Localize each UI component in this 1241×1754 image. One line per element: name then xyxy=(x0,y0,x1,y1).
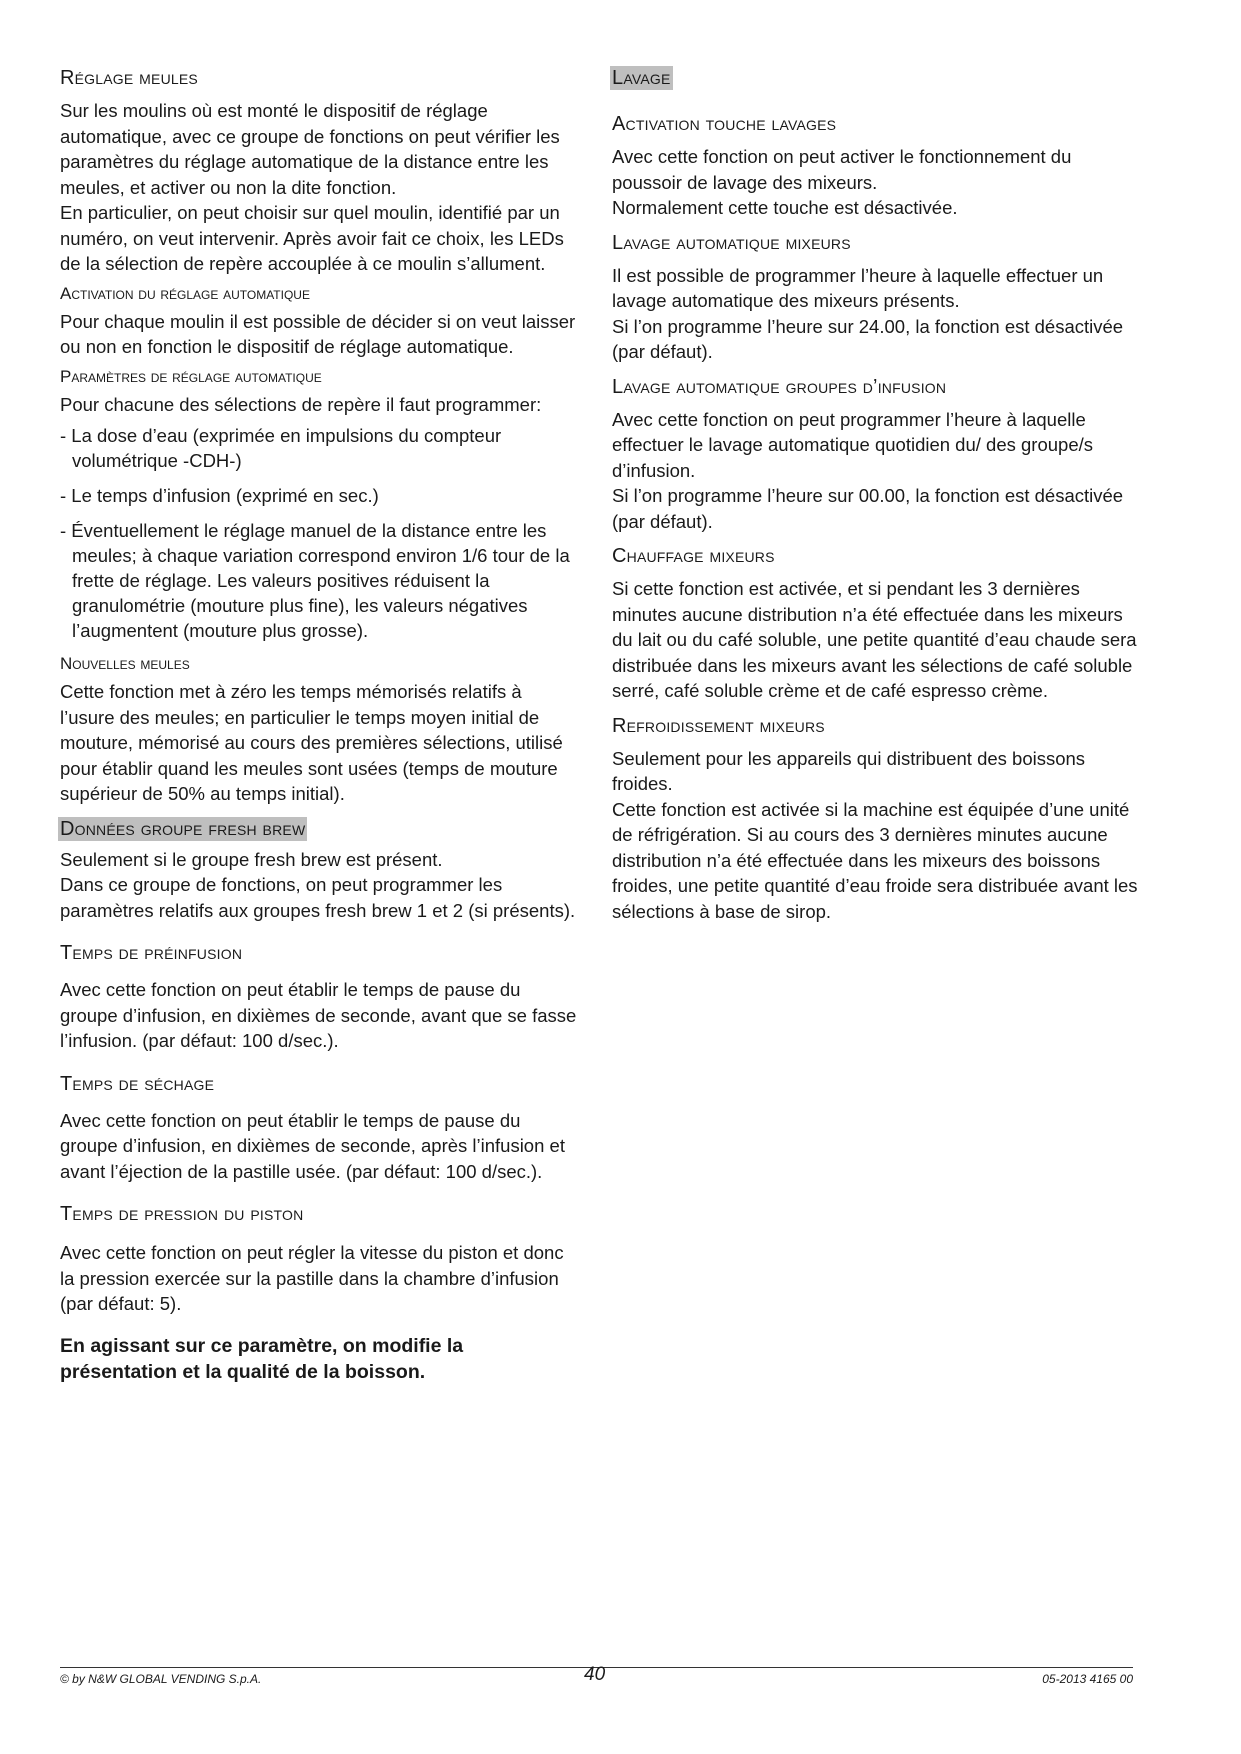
heading-lavage: Lavage xyxy=(612,67,671,89)
heading-lavage-auto-mixeurs: Lavage automatique mixeurs xyxy=(612,231,851,254)
paragraph: Normalement cette touche est désactivée. xyxy=(612,197,958,218)
heading-temps-sechage: Temps de séchage xyxy=(60,1072,215,1095)
heading-activation-touche-lavages: Activation touche lavages xyxy=(612,113,837,135)
paragraph: Pour chacune des sélections de repère il faut programmer: xyxy=(60,393,542,415)
heading-chauffage-mixeurs: Chauffage mixeurs xyxy=(612,545,775,567)
list-item: - La dose d’eau (exprimée en impulsions du compteur volumétrique -CDH-) xyxy=(60,425,502,471)
heading-donnees-fresh-brew: Données groupe fresh brew xyxy=(60,817,306,840)
heading-lavage-auto-groupes: Lavage automatique groupes d’infusion xyxy=(612,375,947,398)
list-item: - Éventuellement le réglage manuel de la distance entre les meules; à chaque variation correspond environ 1/6 tour de la frette de réglage. Les valeurs positives réduisent la granulométrie (mouture plus fine), les valeurs négatives l’augmentent (mouture plus grosse). xyxy=(60,520,570,641)
right-column xyxy=(612,66,1142,930)
footer-doc-code: 05-2013 4165 00 xyxy=(1042,1672,1133,1686)
list-item: - Le temps d’infusion (exprimé en sec.) xyxy=(60,485,379,506)
page-number: 40 xyxy=(584,1664,606,1685)
paragraph: Sur les moulins où est monté le dispositif de réglage automatique, avec ce groupe de fonctions on peut vérifier les paramètres du réglage automatique de la distance entre les meules, et activer ou non la dite fonction. xyxy=(60,100,560,198)
heading-reglage-meules: Réglage meules xyxy=(60,67,198,89)
paragraph: Avec cette fonction on peut établir le temps de pause du groupe d’infusion, en dixièmes de seconde, avant que se fasse l’infusion. (par défaut: 100 d/sec.). xyxy=(60,979,577,1051)
subheading-activation-reglage: Activation du réglage automatique xyxy=(60,283,310,303)
heading-refroidissement-mixeurs: Refroidissement mixeurs xyxy=(612,714,825,737)
warning-note: En agissant sur ce paramètre, on modifie la présentation et la qualité de la boisson. xyxy=(60,1334,464,1383)
paragraph: Seulement si le groupe fresh brew est présent. xyxy=(60,848,443,870)
paragraph: Seulement pour les appareils qui distribuent des boissons froides. xyxy=(612,747,1086,794)
paragraph: Il est possible de programmer l’heure à laquelle effectuer un lavage automatique des mixeurs présents. xyxy=(612,264,1104,311)
heading-temps-preinfusion: Temps de préinfusion xyxy=(60,942,243,964)
subheading-nouvelles-meules: Nouvelles meules xyxy=(60,654,190,673)
paragraph: Dans ce groupe de fonctions, on peut programmer les paramètres relatifs aux groupes fresh brew 1 et 2 (si présents). xyxy=(60,874,576,921)
paragraph: Avec cette fonction on peut activer le fonctionnement du poussoir de lavage des mixeurs. xyxy=(612,146,1072,193)
paragraph: Si l’on programme l’heure sur 24.00, la fonction est désactivée (par défaut). xyxy=(612,315,1124,362)
left-column xyxy=(60,66,580,1391)
footer-copyright: © by N&W GLOBAL VENDING S.p.A. xyxy=(60,1672,262,1686)
paragraph: Avec cette fonction on peut établir le temps de pause du groupe d’infusion, en dixièmes de seconde, après l’infusion et avant l’éjection de la pastille usée. (par défaut: 100 d/sec.). xyxy=(60,1109,565,1182)
heading-temps-pression-piston: Temps de pression du piston xyxy=(60,1203,304,1225)
paragraph: Cette fonction met à zéro les temps mémorisés relatifs à l’usure des meules; en particulier le temps moyen initial de mouture, mémorisé au cours des premières sélections, utilisé pour établir quand les meules sont usées (temps de mouture supérieur de 50% au temps initial). xyxy=(60,681,563,804)
subheading-parametres-reglage: Paramètres de réglage automatique xyxy=(60,366,322,386)
paragraph: Pour chaque moulin il est possible de décider si on veut laisser ou non en fonction le dispositif de réglage automatique. xyxy=(60,310,576,357)
paragraph: Si cette fonction est activée, et si pendant les 3 dernières minutes aucune distribution n’a été effectuée dans les mixeurs du lait ou du café soluble, une petite quantité d’eau chaude sera distribuée dans les mixeurs avant les sélections de café soluble serré, café soluble crème et de café espresso crème. xyxy=(612,578,1137,701)
paragraph: Avec cette fonction on peut programmer l’heure à laquelle effectuer le lavage automatique quotidien du/ des groupe/s d’infusion. xyxy=(612,408,1093,481)
paragraph: Cette fonction est activée si la machine est équipée d’une unité de réfrigération. Si au cours des 3 dernières minutes aucune distribution n’a été effectuée dans les mixeurs des boissons froides, une petite quantité d’eau froide sera distribuée avant les sélections à base de sirop. xyxy=(612,798,1138,922)
parameter-list xyxy=(60,423,580,643)
paragraph: Si l’on programme l’heure sur 00.00, la fonction est désactivée (par défaut). xyxy=(612,485,1124,532)
paragraph: En particulier, on peut choisir sur quel moulin, identifié par un numéro, on veut intervenir. Après avoir fait ce choix, les LEDs de la sélection de repère accouplée à ce moulin s’allument. xyxy=(60,202,564,274)
paragraph: Avec cette fonction on peut régler la vitesse du piston et donc la pression exercée sur la pastille dans la chambre d’infusion (par défaut: 5). xyxy=(60,1242,564,1314)
